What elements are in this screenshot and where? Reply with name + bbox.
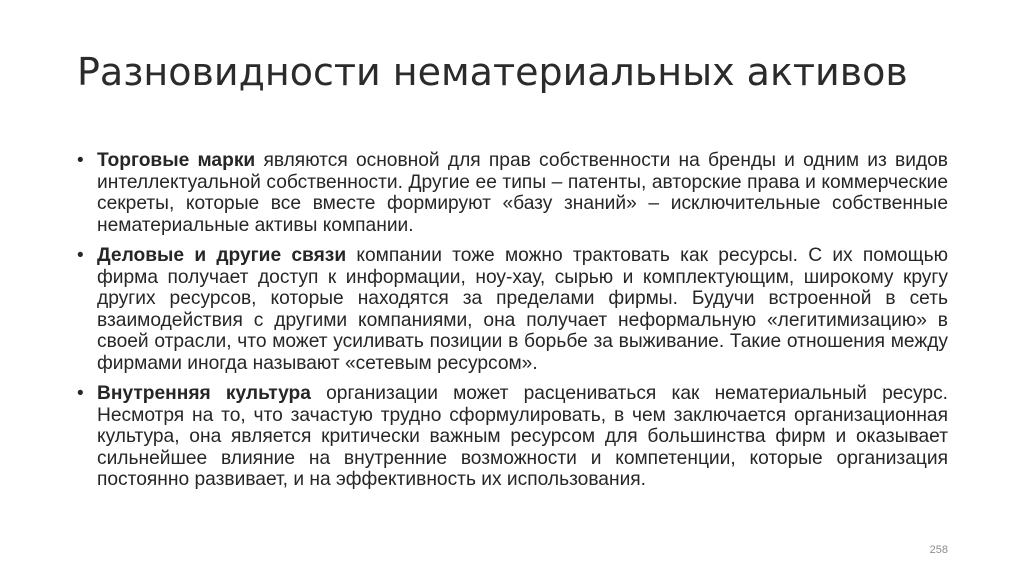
list-item bbox=[77, 150, 948, 236]
slide-title: Разновидности нематериальных активов bbox=[77, 50, 908, 94]
list-item bbox=[77, 245, 948, 374]
item-term: Торговые марки bbox=[97, 150, 256, 171]
item-text: являются основной для прав собственности на бренды и одним из видов интеллектуальной собственности. Другие ее типы – патенты, авторские права и коммерческие секреты, которые все вместе формируют «базу знаний» – исключительные собственные нематериальные активы компании. bbox=[97, 150, 949, 236]
page-number: 258 bbox=[929, 544, 948, 556]
item-text: компании тоже можно трактовать как ресурсы. С их помощью фирма получает доступ к информации, ноу-хау, сырью и комплектующим, широкому кругу других ресурсов, которые находятся за пределами фирмы. Будучи встроенной в сеть взаимодействия с другими компаниями, она получает неформальную «легитимизацию» в своей отрасли, что может усиливать позиции в борьбе за выживание. Такие отношения между фирмами иногда называют «сетевым ресурсом». bbox=[97, 245, 948, 374]
bullet-icon: • bbox=[77, 245, 84, 266]
bullet-icon: • bbox=[77, 383, 84, 404]
item-term: Внутренняя культура bbox=[97, 383, 311, 404]
bullet-list bbox=[77, 150, 948, 500]
list-item bbox=[77, 383, 948, 491]
item-text: организации может расцениваться как нематериальный ресурс. Несмотря на то, что зачастую трудно сформулировать, в чем заключается организационная культура, она является критически важным ресурсом для большинства фирм и оказывает сильнейшее влияние на внутренние возможности и компетенции, которые организация постоянно развивает, и на эффективность их использования. bbox=[97, 383, 948, 490]
bullet-icon: • bbox=[77, 150, 84, 171]
item-term: Деловые и другие связи bbox=[97, 245, 347, 266]
